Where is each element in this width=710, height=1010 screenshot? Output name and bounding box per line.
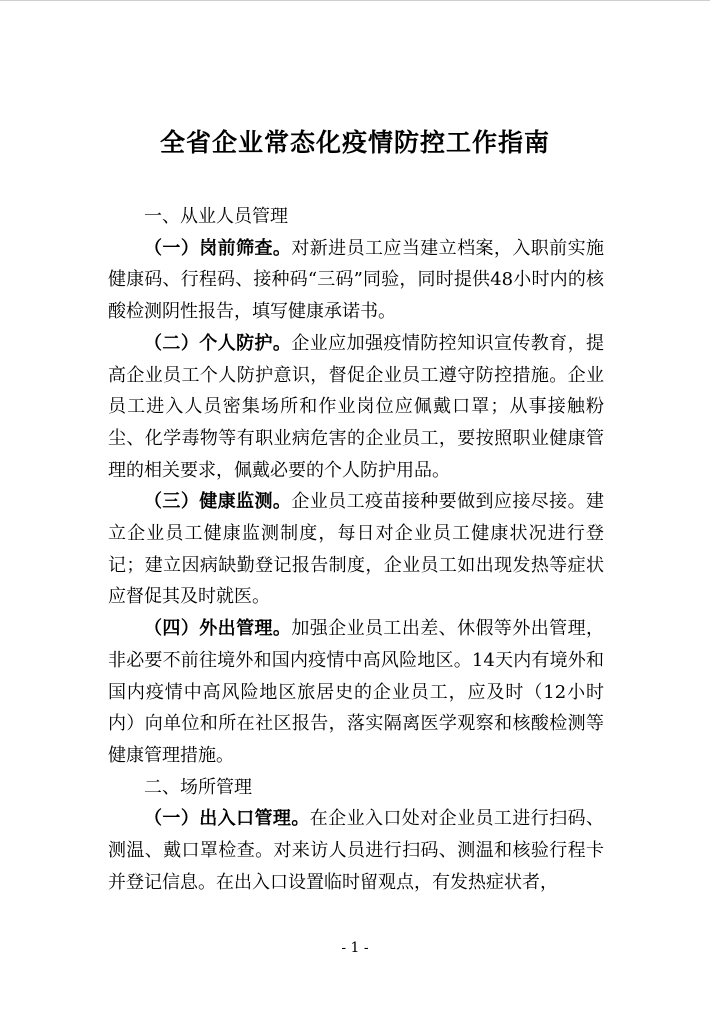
paragraph-personal-protection xyxy=(108,328,604,487)
paragraph-travel-management xyxy=(108,613,604,772)
paragraph-pre-job-screening xyxy=(108,233,604,328)
page-number: - 1 - xyxy=(341,940,369,956)
paragraph-text: 企业员工疫苗接种要做到应接尽接。建立企业员工健康监测制度，每日对企业员工健康状况进行登记；建立因病缺勤登记报告制度，企业员工如出现发热等症状应督促其及时就医。 xyxy=(108,491,605,608)
paragraph-lead: （四）外出管理。 xyxy=(144,618,292,640)
document-title: 全省企业常态化疫情防控工作指南 xyxy=(159,128,550,157)
paragraph-health-monitoring xyxy=(108,486,604,613)
section-heading-personnel: 一、从业人员管理 xyxy=(144,206,288,227)
paragraph-text: 对新进员工应当建立档案，入职前实施健康码、行程码、接种码“三码”同验，同时提供48小时内的核酸检测阴性报告，填写健康承诺书。 xyxy=(108,237,605,323)
paragraph-lead: （一）出入口管理。 xyxy=(144,808,310,830)
paragraph-lead: （三）健康监测。 xyxy=(144,491,292,513)
paragraph-text: 企业应加强疫情防控知识宣传教育，提高企业员工个人防护意识，督促企业员工遵守防控措施。企业员工进入人员密集场所和作业岗位应佩戴口罩；从事接触粉尘、化学毒物等有职业病危害的企业员工，要按照职业健康管理的相关要求，佩戴必要的个人防护用品。 xyxy=(108,332,605,481)
paragraph-text: 在企业入口处对企业员工进行扫码、测温、戴口罩检查。对来访人员进行扫码、测温和核验行程卡并登记信息。在出入口设置临时留观点，有发热症状者， xyxy=(108,808,604,893)
paragraph-text: 加强企业员工出差、休假等外出管理，非必要不前往境外和国内疫情中高风险地区。14天内有境外和国内疫情中高风险地区旅居史的企业员工，应及时（12小时内）向单位和所在社区报告，落实隔离医学观察和核酸检测等健康管理措施。 xyxy=(108,618,605,766)
section-heading-site: 二、场所管理 xyxy=(144,776,252,798)
document-body xyxy=(108,201,604,898)
paragraph-lead: （一）岗前筛查。 xyxy=(144,237,292,259)
paragraph-lead: （二）个人防护。 xyxy=(144,332,292,354)
paragraph-entrance-management xyxy=(108,803,604,898)
